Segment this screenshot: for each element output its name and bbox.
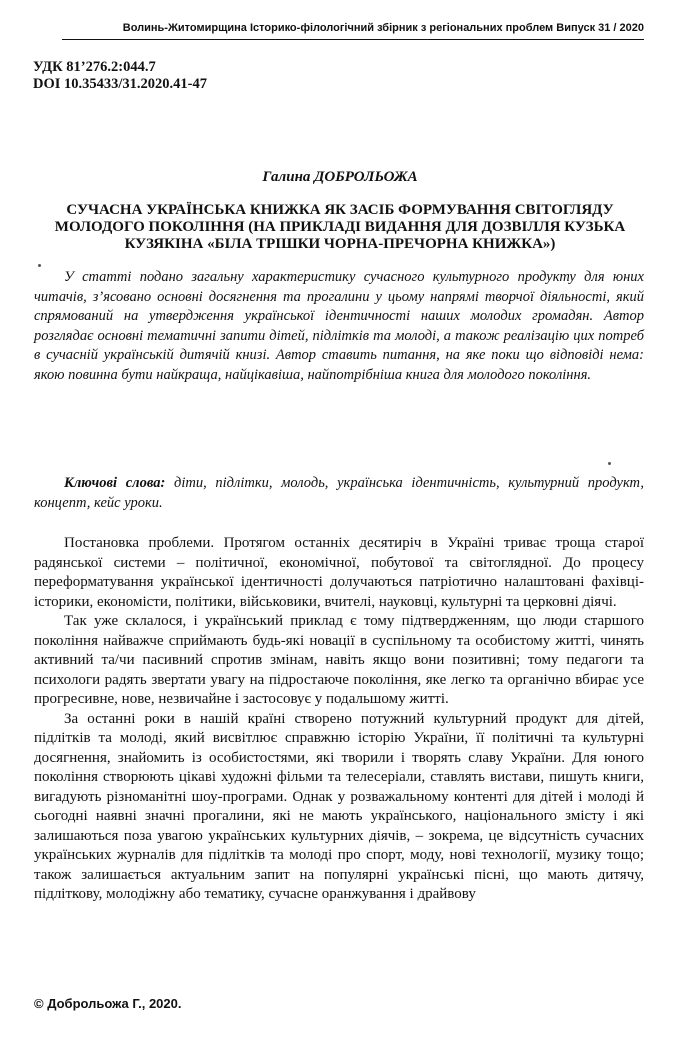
keywords-label: Ключові слова: bbox=[64, 475, 166, 491]
article-body bbox=[34, 534, 644, 905]
author-name: Галина ДОБРОЛЬОЖА bbox=[262, 169, 418, 185]
body-paragraph: Постановка проблеми. Протягом останніх десятиріч в Україні триває троща старої радянської системи – політичної, економічної, побутової та світоглядної. До процесу переформатування української ідентичності долучаються патріотично налаштовані фахівці-історики, економісти, політики, військовики, вчителі, науковці, культурні та церковні діячі. bbox=[34, 535, 644, 610]
doi-code: DOI 10.35433/31.2020.41-47 bbox=[33, 76, 207, 92]
scan-speck bbox=[608, 462, 611, 465]
keywords bbox=[34, 474, 644, 513]
abstract: У статті подано загальну характеристику сучасного культурного продукту для юних читачів, з’ясовано основні досягнення та прогалини у цьому напрямі творчої діяльності, який спрямований на утвердження української ідентичності наших молодих громадян. Автор розглядає основні тематичні запити дітей, підлітків та молоді, а також реалізацію цих потреб в сучасній українській дитячій книзі. Автор ставить питання, на яке поки що відповіді нема: якою повинна бути найкраща, найцікавіша, найпотрібніша книга для молодого покоління. bbox=[34, 269, 644, 383]
udk-code: УДК 81’276.2:044.7 bbox=[33, 59, 156, 75]
body-paragraph: Так уже склалося, і український приклад є тому підтвердженням, що люди старшого покоління найважче сприймають будь-які новації в суспільному та особистому житті, чинять активний та/чи пасивний спротив змінам, навіть якщо вони позитивні; тому педагоги та психологи радять звертати увагу на підростаюче покоління, яке легко та органічно вбирає усе прогресивне, нове, незвичайне і застосовує у подальшому житті. bbox=[34, 613, 644, 707]
running-header: Волинь-Житомирщина Історико-філологічний збірник з регіональних проблем Випуск 31 / 2020 bbox=[62, 22, 644, 40]
article-title: СУЧАСНА УКРАЇНСЬКА КНИЖКА ЯК ЗАСІБ ФОРМУВАННЯ СВІТОГЛЯДУ МОЛОДОГО ПОКОЛІННЯ (НА ПРИКЛАДІ ВИДАННЯ ДЛЯ ДОЗВІЛЛЯ КУЗЬКА КУЗЯКІНА «БІЛА ТРІШКИ ЧОРНА-ПРЕЧОРНА КНИЖКА») bbox=[54, 202, 626, 252]
body-paragraph: За останні роки в нашій країні створено потужний культурний продукт для дітей, підлітків та молоді, який висвітлює справжню історію України, її політичні та культурні досягнення, знайомить із особистостями, які творили і творять славу України. Для юного покоління створюють цікаві художні фільми та телесеріали, ставлять вистави, пишуть книги, вигадують різноманітні шоу-програми. Однак у розважальному контенті для дітей і молоді й сьогодні наявні значні прогалини, які не мають українського, національного змісту і які залишаються поза увагою українських культурних діячів, – зокрема, це відсутність сучасних українських журналів для підлітків та молоді про спорт, моду, нові технології, музику тощо; також залишається актуальним запит на популярні українські пісні, що мають дитячу, підліткову, молодіжну або тематику, сучасне оранжування і драйвову bbox=[34, 710, 644, 902]
copyright-notice: © Доброльожа Г., 2020. bbox=[34, 996, 182, 1011]
keywords-list: діти, підлітки, молодь, українська ідентичність, культурний продукт, концепт, кейс уроки. bbox=[34, 475, 644, 511]
scan-speck bbox=[38, 264, 41, 267]
article-identifiers bbox=[33, 59, 207, 93]
